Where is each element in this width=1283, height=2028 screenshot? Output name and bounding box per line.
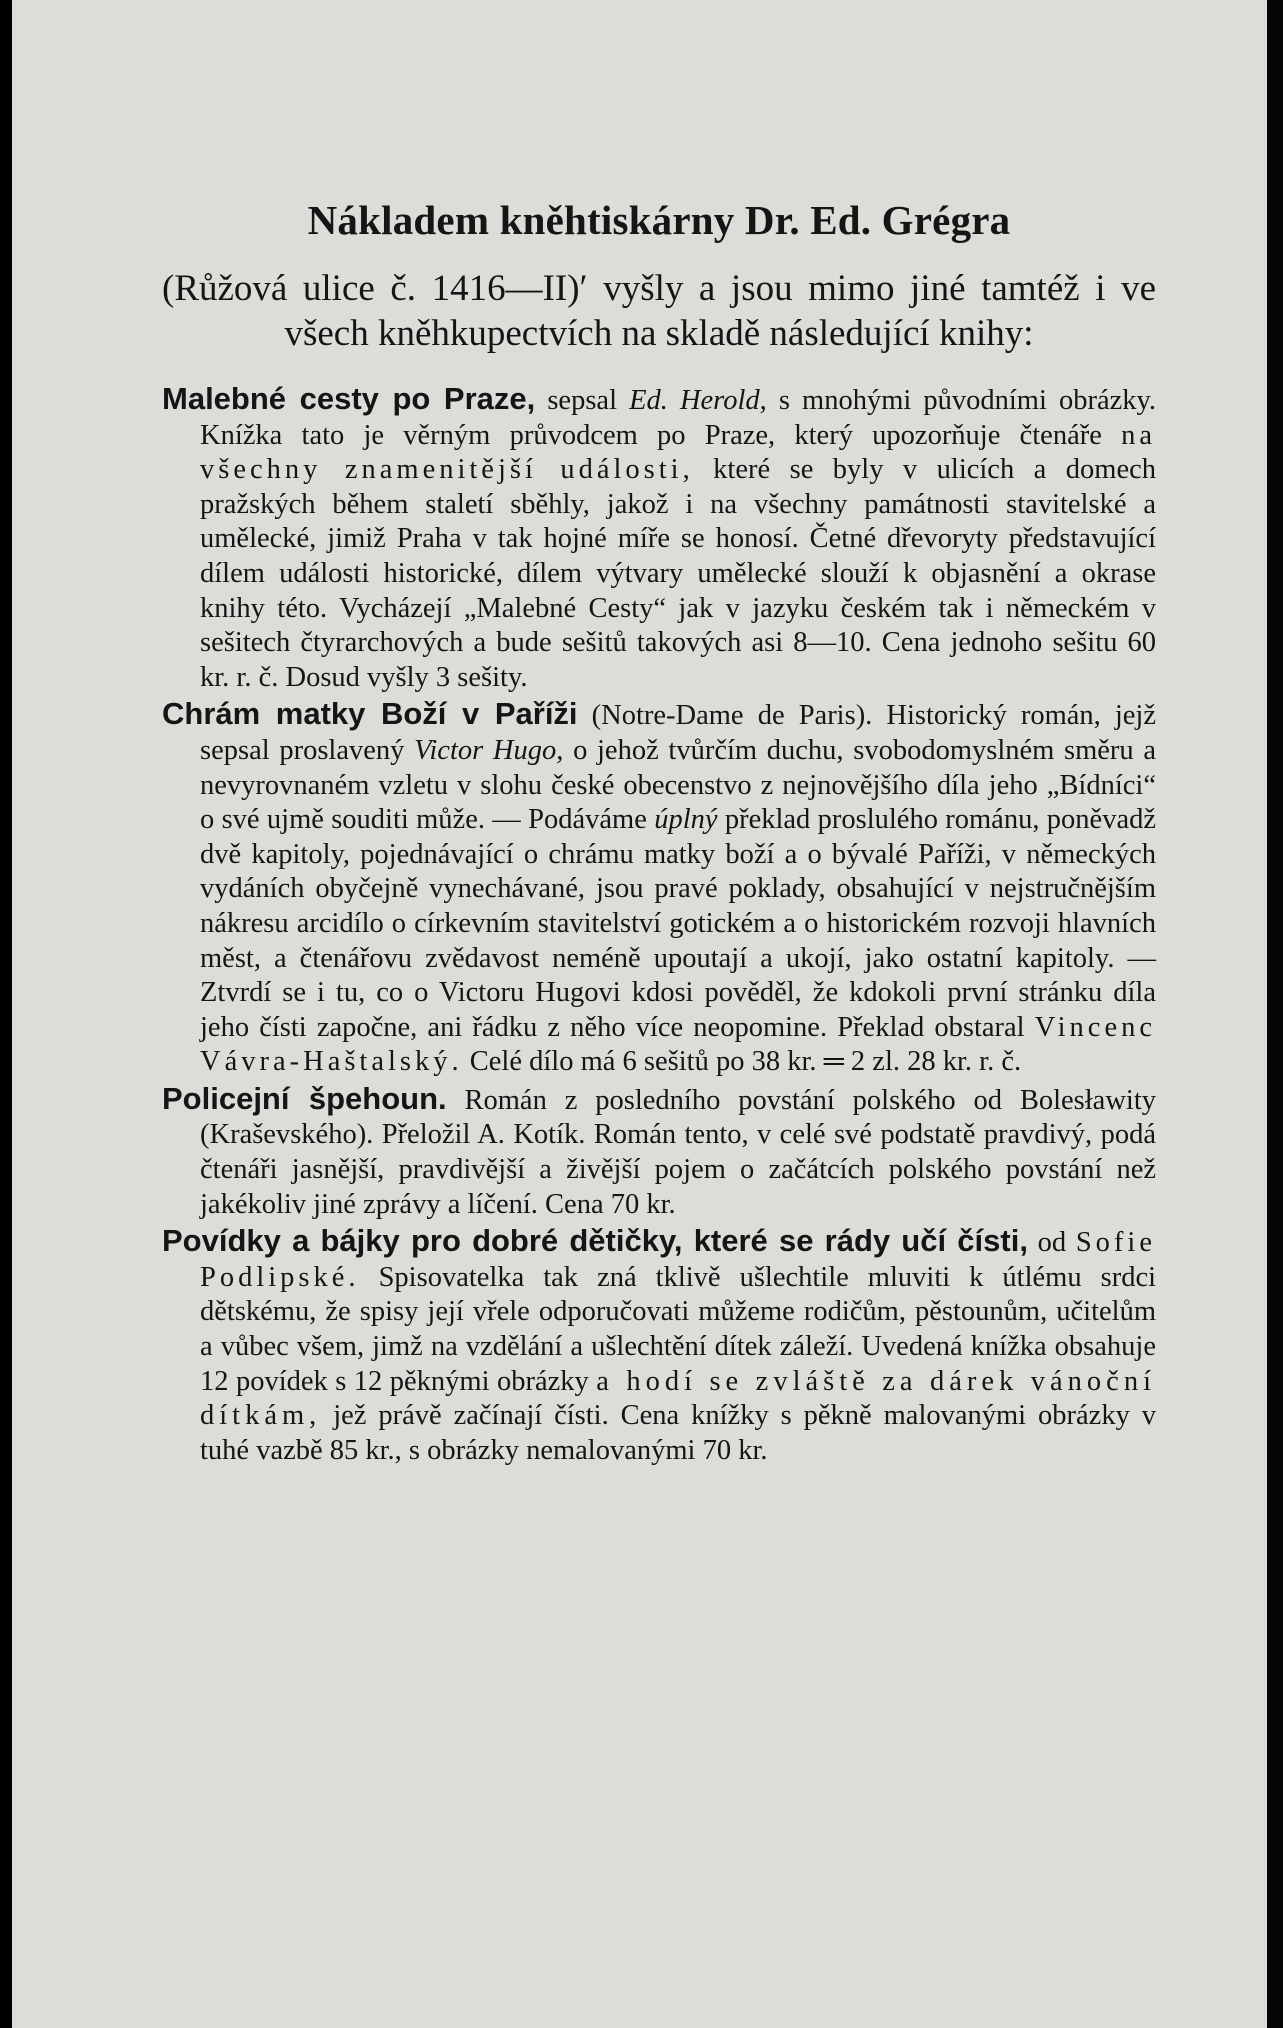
entry-text: Celé dílo má 6 sešitů po 38 kr. ═ 2 zl. 28 kr. r. č. — [462, 1046, 1022, 1078]
entry-text: Román z posledního povstání polského od Bolesławity (Kraševského). Přeložil A. Kotík. Román tento, v celé své podstatě pravdivý, podá čtenáři jasnější, pravdivější a živější pojem o začátcích polského povstání než jakékoliv jiné zprávy a líčení. Cena 70 kr. — [200, 1084, 1156, 1220]
entry-title: Malebné cesty po Praze, — [162, 381, 536, 416]
entry-translator: Vincenc Vávra-Haštalský. — [200, 1011, 1156, 1078]
entry-emphasis: na všechny znamenitější události, — [200, 419, 1156, 486]
entry-emphasis: a hodí se zvláště za dárek vánoční dítkám, — [200, 1365, 1156, 1432]
book-entry-chram-matky-bozi — [162, 697, 1156, 1080]
entry-text: jež právě začínají čísti. Cena knížky s pěkně malovanými obrázky v tuhé vazbě 85 kr., s obrázky nemalovanými 70 kr. — [200, 1400, 1156, 1466]
entry-text: které se byly v ulicích a domech pražských během staletí sběhly, jakož i na všechny památnosti stavitelské a umělecké, jimiž Praha v tak hojné míře se honosí. Četné dřevoryty představující dílem události historické, dílem výtvary umělecké slouží k objasnění a okrase knihy této. Vycházejí „Malebné Cesty“ jak v jazyku českém tak i německém v sešitech čtyrarchových a bude sešitů takových asi 8—10. Cena jednoho sešitu 60 kr. r. č. Dosud vyšly 3 sešity. — [200, 454, 1156, 693]
entry-text: (Notre-Dame de Paris). Historický román, jejž sepsal proslavený — [200, 700, 1157, 766]
entry-text: s mnohými původními obrázky. Knížka tato je věrným průvodcem po Praze, který upozorňuje čtenáře — [200, 385, 1157, 451]
page-content — [162, 196, 1156, 1470]
entry-title: Chrám matky Boží v Paříži — [162, 696, 578, 732]
book-entry-policejni-spehoun — [162, 1082, 1156, 1222]
entry-emphasis: úplný — [654, 804, 718, 836]
entry-text: překlad proslulého románu, poněvadž dvě kapitoly, pojednávající o chrámu matky boží a o bývalé Paříži, v německých vydáních obyčejně vynechávané, jsou pravé poklady, obsahující v nejstručnějším nákresu arcidílo o církevním stavitelství gotickém a o historickém rozvoji hlavních měst, a čtenářovu zvědavost neméně upoutají a ukojí, jako ostatní kapitoly. — Ztvrdí se i tu, co o Victoru Hugovi kdosi pověděl, že kdokoli první stránku díla jeho čísti započne, ani řádku z něho více neopomine. Překlad obstaral — [200, 804, 1156, 1043]
entry-author: Ed. Herold, — [629, 385, 767, 416]
entry-text: sepsal — [535, 385, 630, 416]
entry-title: Policejní špehoun. — [162, 1080, 447, 1116]
entry-text: Spisovatelka tak zná — [359, 1261, 637, 1293]
entry-text: tklivě ušlechtile mluviti k útlému srdci dětskému, že spisy její vřele odporučovati můžeme rodičům, pěstounům, učitelům a vůbec všem, jimž na vzdělání a ušlechtění dítek záleží. Uvedená knížka obsahuje 12 povídek s 12 pěknými obrázky — [200, 1261, 1157, 1397]
book-entry-malebne-cesty — [162, 382, 1156, 695]
entry-title: Povídky a bájky pro dobré dětičky, které se rády učí čísti, — [162, 1223, 1028, 1259]
entry-author: Victor Hugo, — [414, 734, 564, 766]
book-page — [12, 0, 1267, 2028]
intro-paragraph: (Růžová ulice č. 1416—II)′ vyšly a jsou mimo jiné tamtéž i ve všech kněhkupectvích na skladě následující knihy: — [162, 268, 1156, 354]
entry-text: od — [1027, 1227, 1076, 1259]
page-heading: Nákladem kněhtiskárny Dr. Ed. Grégra — [307, 197, 1011, 243]
entry-author: Sofie Podlipské. — [200, 1227, 1156, 1293]
scan-edge — [1267, 0, 1283, 2028]
book-entry-povidky-a-bajky — [162, 1224, 1156, 1468]
entry-text: o jehož tvůrčím duchu, svobodomyslném směru a nevyrovnaném vzletu v slohu české obecenstvo z nejnovějšího díla jeho „Bídníci“ o své ujmě souditi může. — Podáváme — [200, 734, 1157, 836]
